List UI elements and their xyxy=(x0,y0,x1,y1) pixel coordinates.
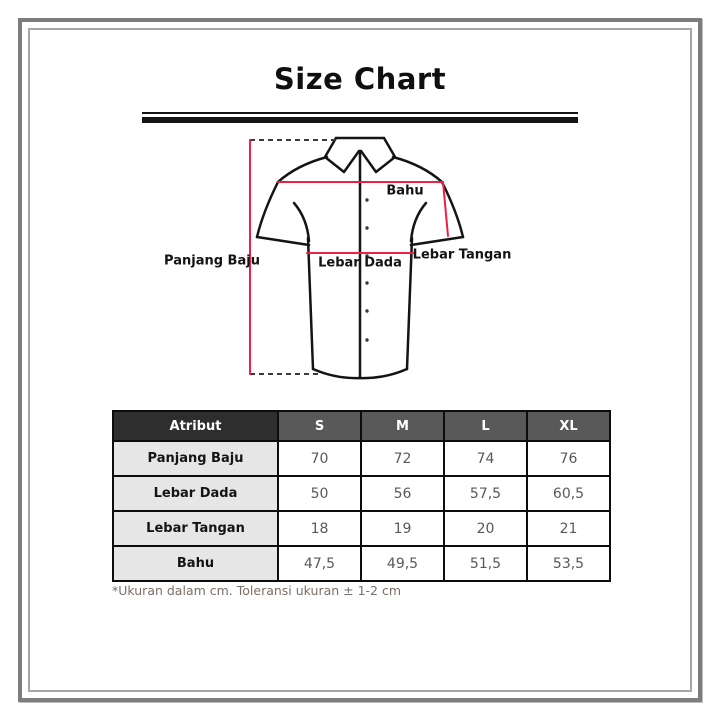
label-lebar-tangan: Lebar Tangan xyxy=(412,247,512,263)
size-value-cell: 21 xyxy=(527,511,610,546)
table-row xyxy=(113,511,610,546)
table-row xyxy=(113,441,610,476)
label-panjang-baju: Panjang Baju xyxy=(164,253,260,269)
table-header-size-xl: XL xyxy=(527,411,610,441)
size-value-cell: 18 xyxy=(278,511,361,546)
label-bahu: Bahu xyxy=(386,183,424,199)
size-chart-table xyxy=(112,410,611,582)
size-value-cell: 53,5 xyxy=(527,546,610,581)
size-value-cell: 19 xyxy=(361,511,444,546)
size-value-cell: 50 xyxy=(278,476,361,511)
size-value-cell: 47,5 xyxy=(278,546,361,581)
size-value-cell: 56 xyxy=(361,476,444,511)
table-header-row xyxy=(113,411,610,441)
row-label-cell: Lebar Dada xyxy=(113,476,278,511)
table-header-size-m: M xyxy=(361,411,444,441)
size-value-cell: 60,5 xyxy=(527,476,610,511)
size-value-cell: 57,5 xyxy=(444,476,527,511)
row-label-cell: Bahu xyxy=(113,546,278,581)
table-row xyxy=(113,476,610,511)
row-label-cell: Lebar Tangan xyxy=(113,511,278,546)
size-value-cell: 72 xyxy=(361,441,444,476)
table-row xyxy=(113,546,610,581)
table-header-size-l: L xyxy=(444,411,527,441)
table-header-attribute: Atribut xyxy=(113,411,278,441)
size-value-cell: 70 xyxy=(278,441,361,476)
size-value-cell: 74 xyxy=(444,441,527,476)
label-lebar-dada: Lebar Dada xyxy=(318,255,402,271)
size-value-cell: 76 xyxy=(527,441,610,476)
table-header-size-s: S xyxy=(278,411,361,441)
title-divider-rule xyxy=(142,112,578,123)
size-value-cell: 20 xyxy=(444,511,527,546)
shirt-measurement-diagram xyxy=(140,125,580,395)
size-value-cell: 49,5 xyxy=(361,546,444,581)
page-title: Size Chart xyxy=(273,62,447,96)
size-tolerance-footnote: *Ukuran dalam cm. Toleransi ukuran ± 1-2 cm xyxy=(112,583,402,598)
size-value-cell: 51,5 xyxy=(444,546,527,581)
row-label-cell: Panjang Baju xyxy=(113,441,278,476)
